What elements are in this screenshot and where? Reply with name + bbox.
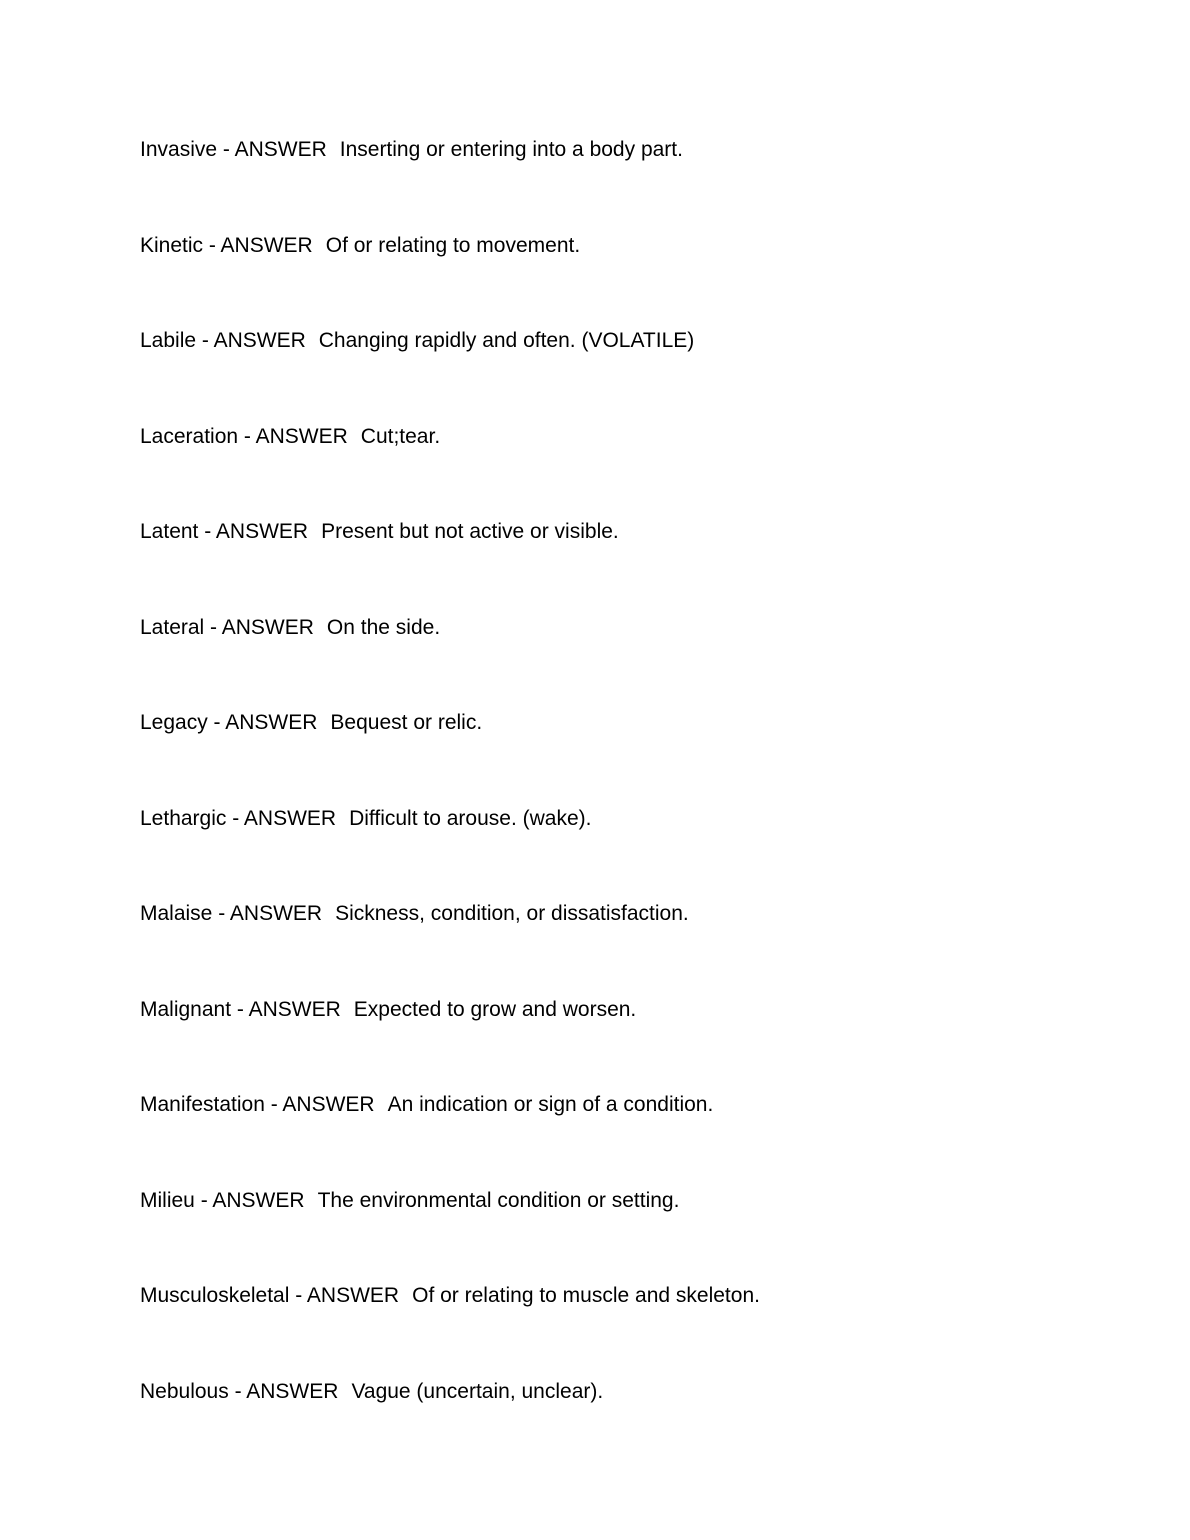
answer-label: ANSWER: [255, 424, 348, 448]
answer-label: ANSWER: [212, 1188, 305, 1212]
separator-text: -: [228, 1379, 247, 1403]
vocab-entry: [140, 233, 1160, 258]
vocab-entry: [140, 1092, 1160, 1117]
term-text: Lateral: [140, 615, 205, 639]
separator-text: -: [238, 424, 256, 448]
term-text: Laceration: [140, 424, 239, 448]
vocab-entry: [140, 328, 1160, 353]
answer-label: ANSWER: [213, 329, 306, 352]
separator-text: -: [212, 902, 230, 925]
vocab-list: [140, 137, 1160, 1404]
separator-text: -: [226, 806, 244, 830]
definition-text: Difficult to arouse. (wake).: [349, 806, 592, 830]
term-text: Labile: [140, 329, 197, 352]
definition-text: Of or relating to movement.: [325, 233, 581, 257]
answer-label: ANSWER: [225, 711, 318, 734]
term-text: Malignant: [140, 997, 232, 1021]
definition-text: Cut;tear.: [360, 424, 441, 448]
definition-text: Expected to grow and worsen.: [353, 997, 637, 1021]
term-text: Manifestation: [140, 1093, 265, 1116]
separator-text: -: [194, 1188, 213, 1212]
answer-label: ANSWER: [282, 1093, 375, 1116]
vocab-entry: [140, 137, 1160, 162]
answer-label: ANSWER: [229, 902, 323, 925]
definition-text: Present but not active or visible.: [321, 520, 619, 543]
separator-text: -: [217, 138, 235, 161]
term-text: Lethargic: [140, 806, 227, 830]
separator-text: -: [204, 615, 222, 639]
vocab-entry: [140, 901, 1160, 926]
separator-text: -: [198, 520, 216, 543]
term-text: Nebulous: [140, 1379, 229, 1403]
vocab-entry: [140, 997, 1160, 1022]
answer-label: ANSWER: [246, 1379, 339, 1403]
vocab-entry: [140, 1283, 1160, 1308]
term-text: Latent: [140, 520, 199, 543]
separator-text: -: [231, 997, 249, 1021]
definition-text: An indication or sign of a condition.: [387, 1093, 714, 1116]
vocab-entry: [140, 519, 1160, 544]
term-text: Kinetic: [140, 233, 204, 257]
definition-text: Bequest or relic.: [330, 711, 483, 734]
term-text: Legacy: [140, 711, 208, 734]
answer-label: ANSWER: [248, 997, 341, 1021]
term-text: Musculoskeletal: [140, 1284, 290, 1307]
definition-text: Changing rapidly and often. (VOLATILE): [318, 329, 695, 352]
definition-text: On the side.: [326, 615, 441, 639]
term-text: Malaise: [140, 902, 213, 925]
answer-label: ANSWER: [234, 138, 327, 161]
term-text: Invasive: [140, 138, 218, 161]
answer-label: ANSWER: [221, 615, 314, 639]
vocab-entry: [140, 1379, 1160, 1404]
separator-text: -: [264, 1093, 283, 1116]
separator-text: -: [207, 711, 226, 734]
vocab-entry: [140, 710, 1160, 735]
vocab-entry: [140, 615, 1160, 640]
separator-text: -: [289, 1284, 307, 1307]
separator-text: -: [203, 233, 221, 257]
term-text: Milieu: [140, 1188, 195, 1212]
answer-label: ANSWER: [215, 520, 309, 543]
vocab-entry: [140, 806, 1160, 831]
definition-text: The environmental condition or setting.: [317, 1188, 680, 1212]
separator-text: -: [196, 329, 214, 352]
definition-text: Vague (uncertain, unclear).: [351, 1379, 604, 1403]
definition-text: Sickness, condition, or dissatisfaction.: [335, 902, 689, 925]
definition-text: Of or relating to muscle and skeleton.: [412, 1284, 760, 1307]
answer-label: ANSWER: [220, 233, 313, 257]
vocab-entry: [140, 424, 1160, 449]
definition-text: Inserting or entering into a body part.: [339, 138, 683, 161]
vocab-entry: [140, 1188, 1160, 1213]
answer-label: ANSWER: [243, 806, 337, 830]
answer-label: ANSWER: [306, 1284, 400, 1307]
